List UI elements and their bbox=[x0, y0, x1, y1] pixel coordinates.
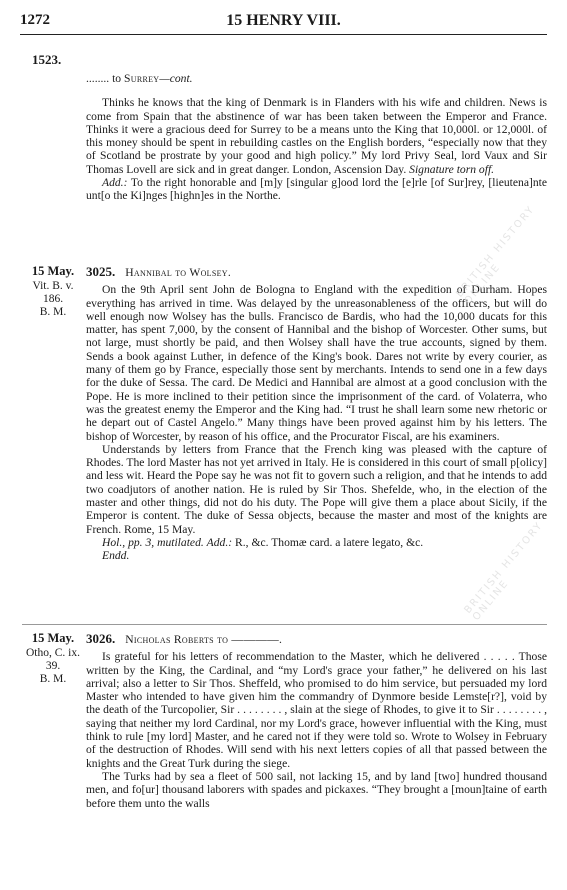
entry-3025-number: 3025. bbox=[86, 264, 116, 279]
running-title: 15 HENRY VIII. bbox=[226, 12, 341, 29]
signature-note: Signature torn off. bbox=[409, 162, 495, 176]
entry-3026-heading bbox=[86, 632, 547, 646]
year-label: 1523. bbox=[32, 52, 62, 67]
entry-3025-ref-1: Vit. B. v. bbox=[32, 280, 74, 292]
entry-3026-ref-2: 39. bbox=[45, 660, 61, 672]
entry-3025-ref-3: B. M. bbox=[39, 306, 67, 318]
entry-3026-ref-1: Otho, C. ix. bbox=[26, 647, 80, 659]
entry-continued-heading: ........ to Surrey—cont. bbox=[86, 72, 193, 85]
entry-3025-ref-2: 186. bbox=[42, 293, 64, 305]
entry-3025-paragraph-2: Understands by letters from France that the French king was pleased with the capture of Rhodes. The lord Master has not yet arrived in Italy. He is considered in this court of small p[olicy] and less wit. Heard the Pope say he was not fit to govern such a religion, and that he intends to add two coadjutors of another nation. He is ruled by Sir Thos. Shefelde, who, in the election of the master and other things, did not do his duty. The Pope will give them a place about Sicily, if the Emperor is content. The duke of Sessa objects, because the master and most of the knights are French. Rome, 15 May. bbox=[86, 442, 547, 536]
header-rule bbox=[20, 34, 547, 35]
entry-3026 bbox=[86, 632, 547, 810]
entry-3026-title: Nicholas Roberts to ————. bbox=[125, 633, 283, 646]
entry-continued bbox=[86, 72, 547, 203]
entry-3025-endd: Endd. bbox=[102, 549, 130, 563]
entry-3025-paragraph-1: On the 9th April sent John de Bologna to England with the expedition of Durham. Hopes everything has arrived in time. Was delayed by the unreasonableness of the officers, but will do well enough now Wolsey has the bulls. Francisco de Bardis, who had the 10,000 ducats for this matter, has spent 7,000, by the consent of Hannibal and the bishop of Worcester. Other sums, but not large, must shortly be paid, and then Wolsey shall have the true accounts, signed by them. Sends a book against Luther, in defence of the King's book. Dares not write by every courier, as many of them go by France, especially those sent by merchants. Intends to send one in a few days for the duke of Sessa. The card. De Medici and Hannibal are almost at a good conclusion with the Pope. He is more inclined to their petition since the imprisonment of the card. of Volaterra, who was the greatest enemy the Emperor and the King had. “I trust he shall learn some new rhetoric or he depart out of Castel Angelo.” Many things have been proved against him by his letters. The bishop of Worcester, by reason of his office, and the Procurator Fiscal, are his examiners. bbox=[86, 283, 547, 443]
entry-3026-margin bbox=[22, 632, 84, 686]
entry-continued-paragraph: Thinks he knows that the king of Denmark is in Flanders with his wife and children. News is come from Spain that the abstinence of war has been taken between the Emperor and France. Thinks it were a gracious deed for Surrey to be a means unto the King that 10,000l. or 12,000l. of this money should be spent in rebuilding castles on the English borders, “especially now that they of Scotland be prostrate by your good and high policy.” My lord Privy Seal, lord Vaux and Sir Thomas Lovell are sick and in great danger. London, Ascension Day. Signature torn off. bbox=[86, 96, 547, 176]
running-header bbox=[20, 8, 547, 32]
entry-3026-paragraph-2: The Turks had by sea a fleet of 500 sail, not lacking 15, and by land [two] hundred thousand men, and fo[ur] thousand laborers with spades and pickaxes. “They brought a [moun]taine of earth before them unto the walls bbox=[86, 769, 547, 810]
entry-3026-ref-3: B. M. bbox=[39, 673, 67, 685]
page-number: 1272 bbox=[20, 12, 50, 28]
entry-3026-date: 15 May. bbox=[31, 631, 75, 645]
entry-3026-number: 3026. bbox=[86, 631, 116, 646]
entry-3026-paragraph-1: Is grateful for his letters of recommendation to the Master, which he delivered . . . . . Those written by the King, the Cardinal, and “my Lord's grace your father,” he delivered on his last arrival; also a letter to Sir Thos. Sheffeld, who promised to do him service, but persuaded my lord Master who intended to have given him the commandry of Dynmore beside Lemste[r?], void by the death of the Turcopolier, Sir . . . . . . . . , slain at the siege of Rhodes, to give it to Sir . . . . . . . . , saying that neither my lord Cardinal, nor my Lord's grace, however influential with the King, must think to rule [my lord] Master, and he cared not if they were told so. Wrote to Wolsey in February of the destruction of Rhodes. Will send with his next letters copies of all that passed between the knights and the Great Turk during the siege. bbox=[86, 650, 547, 770]
watermark: BRITISH HISTORY ONLINE bbox=[462, 519, 546, 623]
entry-separator bbox=[22, 624, 547, 625]
entry-3025-date: 15 May. bbox=[31, 264, 75, 278]
entry-3025-margin bbox=[22, 265, 84, 319]
watermark: BRITISH HISTORY ONLINE bbox=[454, 203, 538, 307]
entry-continued-address: Add.: To the right honorable and [m]y [singular g]ood lord the [e]rle [of Sur]rey, [lieutena]nte unt[o the Ki]nges [highn]es in the Northe. bbox=[86, 176, 547, 203]
entry-3025-hol: Hol., pp. 3, mutilated. Add.: R., &c. Thomæ card. a latere legato, &c. bbox=[102, 535, 424, 549]
entry-3025-title: Hannibal to Wolsey. bbox=[125, 266, 232, 279]
entry-3025 bbox=[86, 265, 547, 563]
